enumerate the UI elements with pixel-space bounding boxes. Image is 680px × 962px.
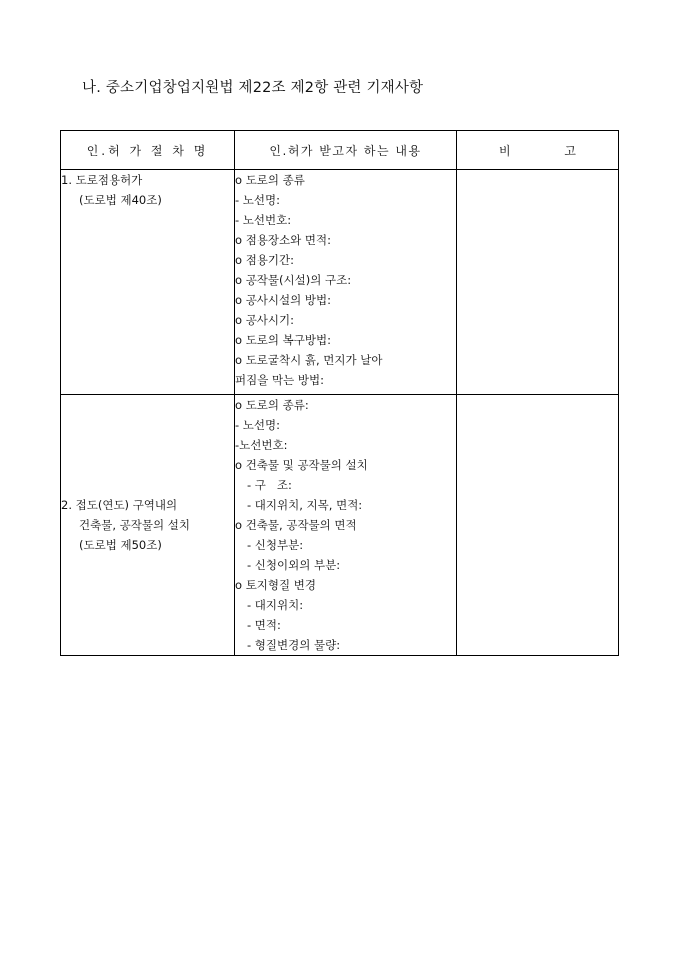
table-row (61, 170, 619, 395)
remarks-cell (457, 170, 619, 395)
content-line: o 도로의 종류 (235, 173, 305, 187)
content-line: o 건축물 및 공작물의 설치 (235, 458, 368, 472)
content-line: - 노선명: (235, 193, 281, 207)
procedure-cell (61, 170, 235, 395)
content-line: 퍼짐을 막는 방법: (235, 373, 324, 387)
content-line: - 노선명: (235, 418, 281, 432)
content-line: o 점용기간: (235, 253, 295, 267)
table-row (61, 395, 619, 656)
content-line: o 도로의 복구방법: (235, 333, 331, 347)
content-line: - 구 조: (247, 478, 292, 492)
procedure-line: 건축물, 공작물의 설치 (79, 518, 190, 532)
content-line: - 신청부분: (247, 538, 304, 552)
content-line: - 면적: (247, 618, 281, 632)
content-line: - 대지위치: (247, 598, 304, 612)
procedure-line: 2. 접도(연도) 구역내의 (61, 498, 178, 512)
content-line: o 도로의 종류: (235, 398, 309, 412)
procedure-cell (61, 395, 235, 656)
table-header-row (61, 131, 619, 170)
content-line: o 도로굴착시 흙, 먼지가 날아 (235, 353, 383, 367)
section-heading: 나. 중소기업창업지원법 제22조 제2항 관련 기재사항 (82, 80, 424, 96)
permit-items-table (60, 130, 619, 656)
content-line: o 공사시설의 방법: (235, 293, 331, 307)
content-cell (235, 395, 457, 656)
content-line: o 공작물(시설)의 구조: (235, 273, 352, 287)
content-line: -노선번호: (235, 438, 288, 452)
remarks-header: 비 고 (457, 131, 619, 170)
requested-content-header: 인.허가 받고자 하는 내용 (235, 131, 457, 170)
content-line: - 신청이외의 부분: (247, 558, 341, 572)
content-line: o 공사시기: (235, 313, 295, 327)
content-cell (235, 170, 457, 395)
procedure-line: (도로법 제40조) (79, 193, 162, 207)
procedure-line: 1. 도로점용허가 (61, 173, 143, 187)
content-line: - 대지위치, 지목, 면적: (247, 498, 363, 512)
remarks-cell (457, 395, 619, 656)
content-line: - 노선번호: (235, 213, 292, 227)
content-line: o 토지형질 변경 (235, 578, 317, 592)
content-line: - 형질변경의 물량: (247, 638, 341, 652)
procedure-name-header: 인.허 가 절 차 명 (61, 131, 235, 170)
content-line: o 건축물, 공작물의 면적 (235, 518, 357, 532)
procedure-line: (도로법 제50조) (79, 538, 162, 552)
content-line: o 점용장소와 면적: (235, 233, 331, 247)
